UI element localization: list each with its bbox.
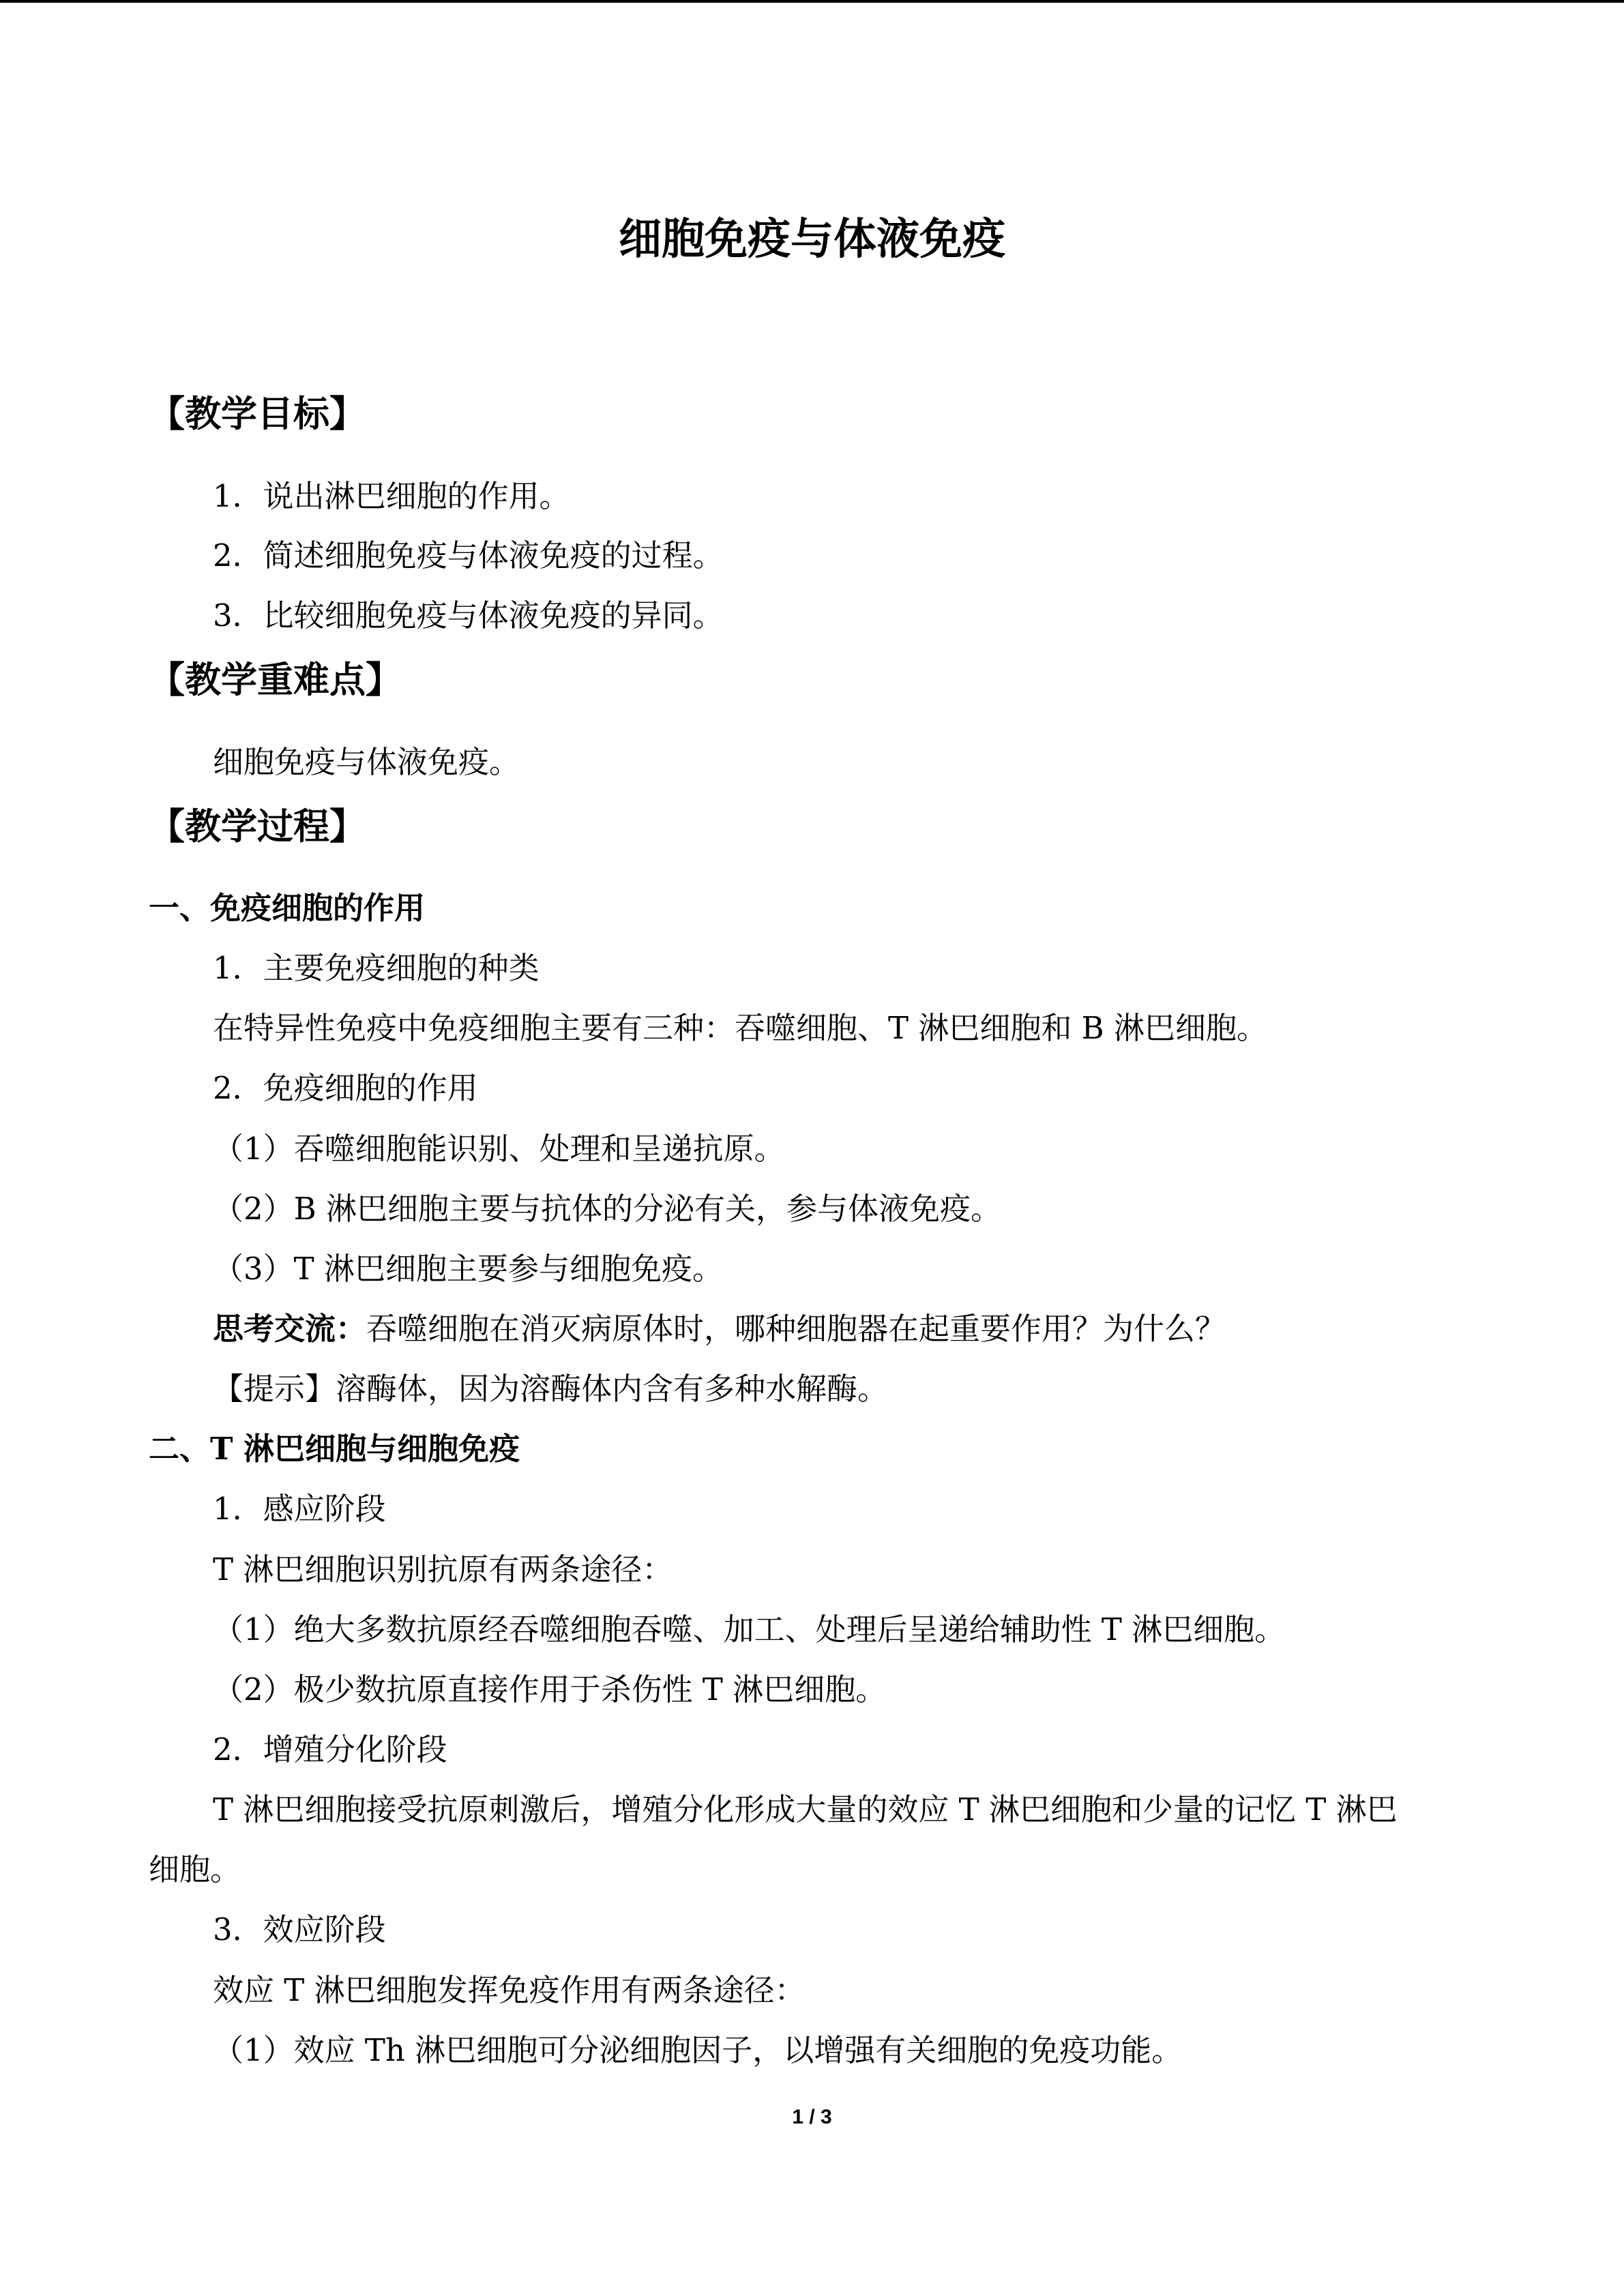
- hint-label: 【提示】: [213, 1371, 336, 1407]
- think-exchange-text: 吞噬细胞在消灭病原体时，哪种细胞器在起重要作用？为什么？: [366, 1311, 1226, 1347]
- heading-teaching-goals: 【教学目标】: [149, 393, 366, 435]
- goal-item-1: 1．说出淋巴细胞的作用。: [213, 478, 570, 514]
- section2-p2: T 淋巴细胞识别抗原有两条途径：: [213, 1551, 673, 1587]
- heading-key-points: 【教学重难点】: [149, 659, 402, 701]
- section1-heading: 一、免疫细胞的作用: [149, 890, 426, 926]
- think-exchange-label: 思考交流：: [213, 1311, 367, 1347]
- section2-heading: 二、T 淋巴细胞与细胞免疫: [149, 1431, 520, 1467]
- section1-p2: 在特异性免疫中免疫细胞主要有三种：吞噬细胞、T 淋巴细胞和 B 淋巴细胞。: [213, 1010, 1267, 1046]
- goal-item-2: 2．简述细胞免疫与体液免疫的过程。: [213, 537, 724, 573]
- section1-p4: （1）吞噬细胞能识别、处理和呈递抗原。: [213, 1131, 785, 1167]
- section1-p1: 1．主要免疫细胞的种类: [213, 950, 540, 986]
- section2-p1: 1．感应阶段: [213, 1491, 386, 1527]
- heading-teaching-process: 【教学过程】: [149, 805, 366, 848]
- section2-p9: （1）效应 Th 淋巴细胞可分泌细胞因子，以增强有关细胞的免疫功能。: [213, 2032, 1183, 2068]
- document-title: 细胞免疫与体液免疫: [619, 213, 1005, 264]
- section1-p5: （2）B 淋巴细胞主要与抗体的分泌有关，参与体液免疫。: [213, 1191, 1002, 1227]
- think-exchange-line: [213, 1309, 1226, 1350]
- hint-line: [213, 1369, 888, 1410]
- section2-p6-line2: 细胞。: [149, 1851, 241, 1888]
- section2-p8: 效应 T 淋巴细胞发挥免疫作用有两条途径：: [213, 1972, 806, 2008]
- section1-p3: 2．免疫细胞的作用: [213, 1070, 478, 1106]
- section1-p6: （3）T 淋巴细胞主要参与细胞免疫。: [213, 1251, 723, 1287]
- top-border-line: [0, 0, 1624, 3]
- section2-p6-line1: T 淋巴细胞接受抗原刺激后，增殖分化形成大量的效应 T 淋巴细胞和少量的记忆 T 淋巴: [213, 1791, 1398, 1828]
- section2-p3: （1）绝大多数抗原经吞噬细胞吞噬、加工、处理后呈递给辅助性 T 淋巴细胞。: [213, 1611, 1286, 1648]
- section2-p5: 2．增殖分化阶段: [213, 1731, 447, 1768]
- section2-p4: （2）极少数抗原直接作用于杀伤性 T 淋巴细胞。: [213, 1671, 887, 1708]
- goal-item-3: 3．比较细胞免疫与体液免疫的异同。: [213, 597, 724, 633]
- section2-p7: 3．效应阶段: [213, 1911, 386, 1948]
- page-number: 1 / 3: [792, 2106, 832, 2128]
- hint-text: 溶酶体，因为溶酶体内含有多种水解酶。: [336, 1371, 889, 1407]
- key-points-text: 细胞免疫与体液免疫。: [213, 744, 520, 780]
